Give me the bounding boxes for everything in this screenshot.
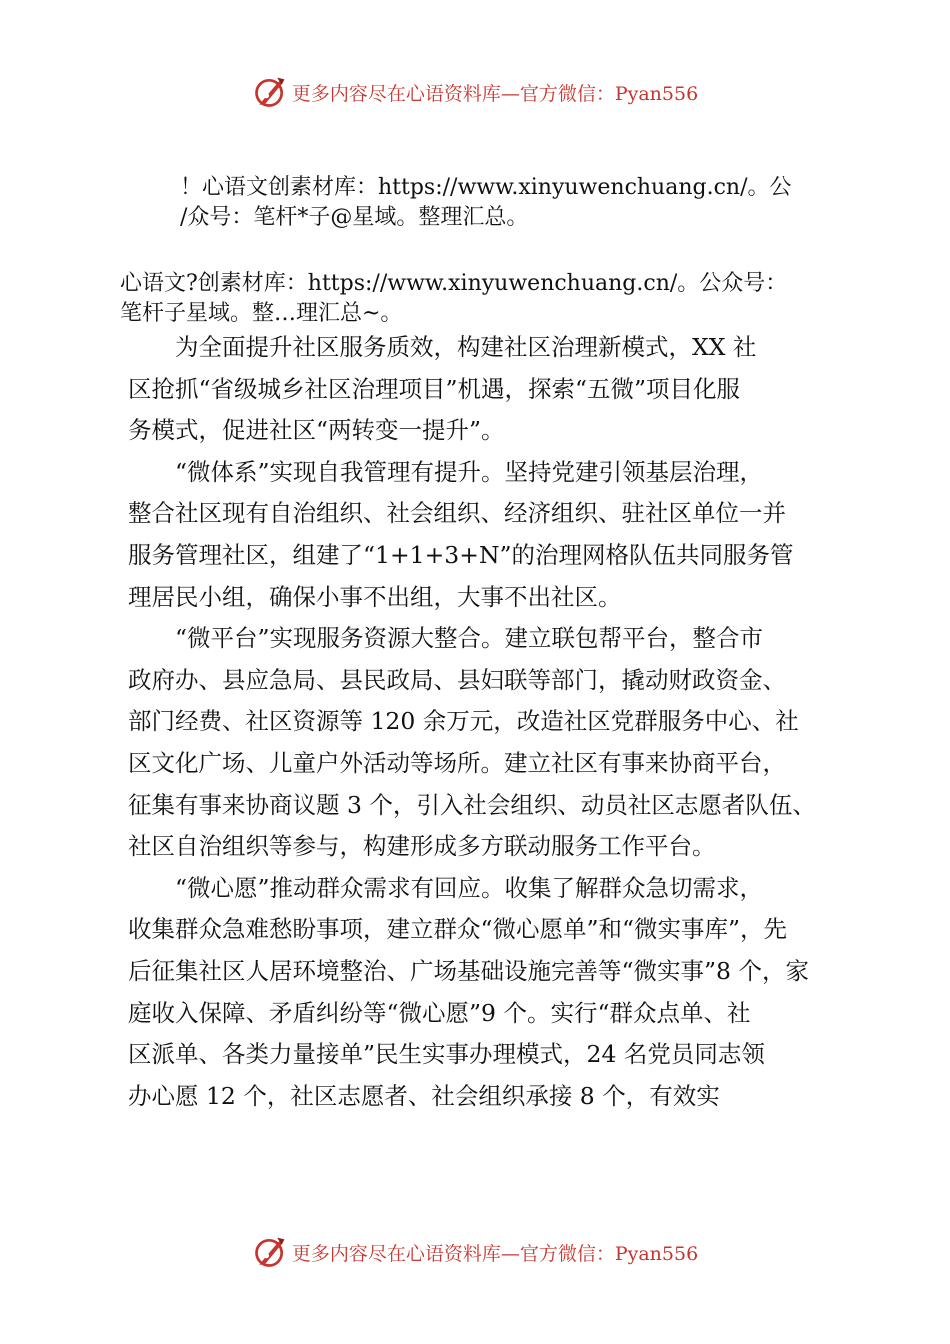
document-body: [128, 327, 834, 1117]
note-line: /众号：笔杆*子@星域。整理汇总。: [180, 205, 529, 230]
paragraph-line: “微体系”实现自我管理有提升。坚持党建引领基层治理，: [175, 457, 764, 486]
paragraph-system: [128, 452, 834, 618]
footer-banner-text: 更多内容尽在心语资料库—官方微信：Pyan556: [291, 1242, 699, 1265]
paragraph-line: 庭收入保障、矛盾纠纷等“微心愿”9 个。实行“群众点单、社: [128, 998, 751, 1027]
header-banner-text: 更多内容尽在心语资料库—官方微信：Pyan556: [291, 82, 699, 105]
paragraph-line: 为全面提升社区服务质效，构建社区治理新模式，XX 社: [175, 333, 757, 361]
paragraph-line: 整合社区现有自治组织、社会组织、经济组织、驻社区单位一并: [128, 499, 786, 528]
paragraph-line: 区抢抓“省级城乡社区治理项目”机遇，探索“五微”项目化服: [128, 374, 741, 403]
paragraph-line: 办心愿 12 个，社区志愿者、社会组织承接 8 个，有效实: [128, 1081, 720, 1110]
note-line: 心语文?创素材库：https://www.xinyuwenchuang.cn/。公众号：: [120, 271, 788, 296]
paragraph-line: 收集群众急难愁盼事项，建立群众“微心愿单”和“微实事库”，先: [128, 915, 788, 944]
paragraph-line: 社区自治组织等参与，构建形成多方联动服务工作平台。: [128, 832, 716, 861]
paragraph-intro: [128, 327, 834, 452]
watermark-note-1: [180, 173, 792, 233]
paragraph-line: 部门经费、社区资源等 120 余万元，改造社区党群服务中心、社: [128, 707, 799, 736]
paragraph-line: 务模式，促进社区“两转变一提升”。: [128, 416, 505, 445]
footer-banner: [0, 1232, 950, 1272]
paragraph-platform: [128, 618, 834, 868]
paragraph-line: 理居民小组，确保小事不出组，大事不出社区。: [128, 582, 622, 611]
note-line: ！心语文创素材库：https://www.xinyuwenchuang.cn/。公: [180, 175, 792, 200]
paragraph-line: 后征集社区人居环境整治、广场基础设施完善等“微实事”8 个，家: [128, 956, 809, 985]
paragraph-line: “微心愿”推动群众需求有回应。收集了解群众急切需求，: [175, 873, 764, 902]
paragraph-wish: [128, 868, 834, 1118]
brush-logo-icon: [252, 1234, 288, 1270]
header-banner: [0, 72, 950, 112]
brush-logo-icon: [252, 74, 288, 110]
paragraph-line: 服务管理社区，组建了“1+1+3+N”的治理网格队伍共同服务管: [128, 540, 794, 569]
paragraph-line: 区文化广场、儿童户外活动等场所。建立社区有事来协商平台，: [128, 748, 786, 777]
paragraph-line: 政府办、县应急局、县民政局、县妇联等部门，撬动财政资金、: [128, 665, 786, 694]
paragraph-line: “微平台”实现服务资源大整合。建立联包帮平台，整合市: [175, 624, 764, 653]
paragraph-line: 征集有事来协商议题 3 个，引入社会组织、动员社区志愿者队伍、: [128, 790, 816, 819]
paragraph-line: 区派单、各类力量接单”民生实事办理模式，24 名党员同志领: [128, 1040, 765, 1069]
note-line: 笔杆子星域。整…理汇总~。: [120, 301, 403, 326]
watermark-note-2: [120, 269, 787, 329]
